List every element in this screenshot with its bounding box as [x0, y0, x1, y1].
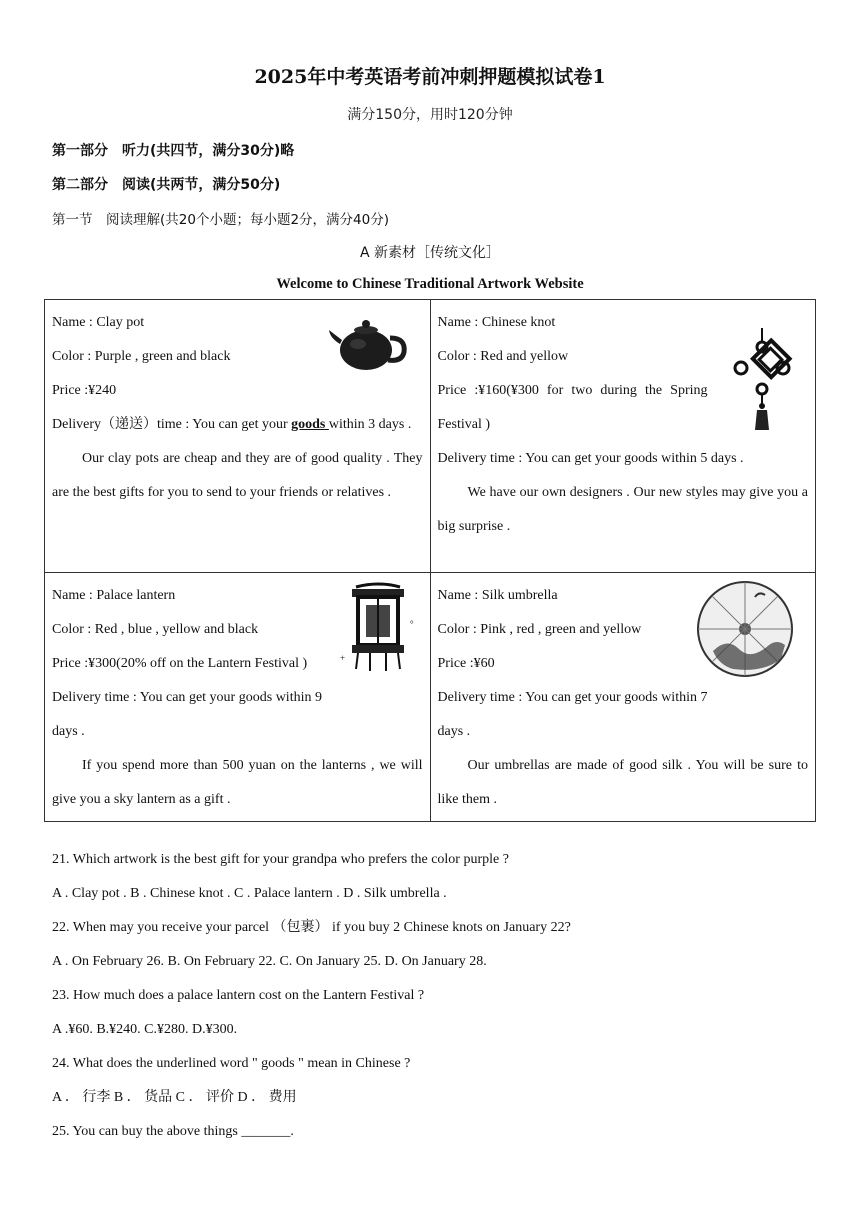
artwork-cell-silk-umbrella — [430, 573, 816, 822]
artwork-color: Color : Pink , red , green and yellow — [437, 622, 642, 637]
passage-title: Welcome to Chinese Traditional Artwork Website — [276, 276, 584, 292]
artwork-price: Price :¥300(20% off on the Lantern Festival ) — [52, 656, 308, 671]
question-21: 21. Which artwork is the best gift for your grandpa who prefers the color purple ? — [52, 852, 509, 867]
artwork-name: Name : Silk umbrella — [437, 588, 558, 603]
artwork-price: Price :¥240 — [52, 383, 117, 398]
artwork-description: Our clay pots are cheap and they are of good quality . They are the best gifts for you to send to your friends or relatives . — [52, 451, 423, 500]
chinese-knot-icon — [727, 328, 797, 432]
artwork-color: Color : Red , blue , yellow and black — [52, 622, 259, 637]
artwork-price: Price :¥160(¥300 for two during the Spring Festival ) — [437, 383, 708, 432]
artwork-delivery: Delivery time : You can get your goods within 7 days . — [437, 690, 708, 739]
artwork-description: We have our own designers . Our new styles may give you a big surprise . — [437, 485, 808, 534]
artwork-delivery: Delivery time : You can get your goods within 5 days . — [437, 451, 744, 466]
delivery-suffix: within 3 days . — [328, 417, 412, 432]
artwork-cell-clay-pot — [45, 300, 431, 573]
artwork-description: If you spend more than 500 yuan on the lanterns , we will give you a sky lantern as a gift . — [52, 758, 423, 807]
question-24: 24. What does the underlined word " goods " mean in Chinese ? — [52, 1056, 411, 1071]
teapot-icon — [328, 314, 408, 374]
artwork-name: Name : Palace lantern — [52, 588, 176, 603]
passage-label: A 新素材［传统文化］ — [359, 245, 501, 261]
underlined-goods: goods — [291, 417, 329, 432]
artwork-description: Our umbrellas are made of good silk . You will be sure to like them . — [437, 758, 808, 807]
artwork-name: Name : Clay pot — [52, 315, 145, 330]
question-list — [52, 848, 822, 1154]
artwork-color: Color : Purple , green and black — [52, 349, 231, 364]
section1-heading: 第一节 阅读理解(共20个小题；每小题2分，满分40分) — [52, 212, 389, 228]
exam-subtitle: 满分150分，用时120分钟 — [347, 107, 513, 123]
question-21-options: A . Clay pot . B . Chinese knot . C . Palace lantern . D . Silk umbrella . — [52, 886, 447, 901]
svg-text:°: ° — [409, 619, 414, 629]
delivery-prefix: Delivery（递送）time : You can get your — [52, 417, 292, 432]
question-24-options: A ． 行李 B ． 货品 C ． 评价 D ． 费用 — [52, 1090, 297, 1105]
artwork-table — [44, 299, 816, 822]
part1-heading: 第一部分 听力(共四节，满分30分)略 — [52, 143, 295, 159]
question-25: 25. You can buy the above things _______. — [52, 1124, 294, 1139]
artwork-cell-palace-lantern — [45, 573, 431, 822]
artwork-color: Color : Red and yellow — [437, 349, 569, 364]
question-23-options: A .¥60. B.¥240. C.¥280. D.¥300. — [52, 1022, 238, 1037]
palace-lantern-icon — [336, 581, 420, 673]
artwork-price: Price :¥60 — [437, 656, 495, 671]
artwork-delivery: Delivery time : You can get your goods within 9 days . — [52, 690, 322, 739]
artwork-delivery — [52, 408, 423, 442]
question-23: 23. How much does a palace lantern cost on the Lantern Festival ? — [52, 988, 425, 1003]
artwork-name: Name : Chinese knot — [437, 315, 556, 330]
artwork-cell-chinese-knot — [430, 300, 816, 573]
question-22-options: A . On February 26. B. On February 22. C. On January 25. D. On January 28. — [52, 954, 487, 969]
exam-title: 2025年中考英语考前冲刺押题模拟试卷1 — [254, 66, 606, 88]
part2-heading: 第二部分 阅读(共两节，满分50分) — [52, 177, 281, 193]
silk-umbrella-icon — [693, 579, 797, 679]
question-22: 22. When may you receive your parcel （包裹） if you buy 2 Chinese knots on January 22? — [52, 920, 571, 935]
svg-text:+: + — [339, 653, 345, 663]
